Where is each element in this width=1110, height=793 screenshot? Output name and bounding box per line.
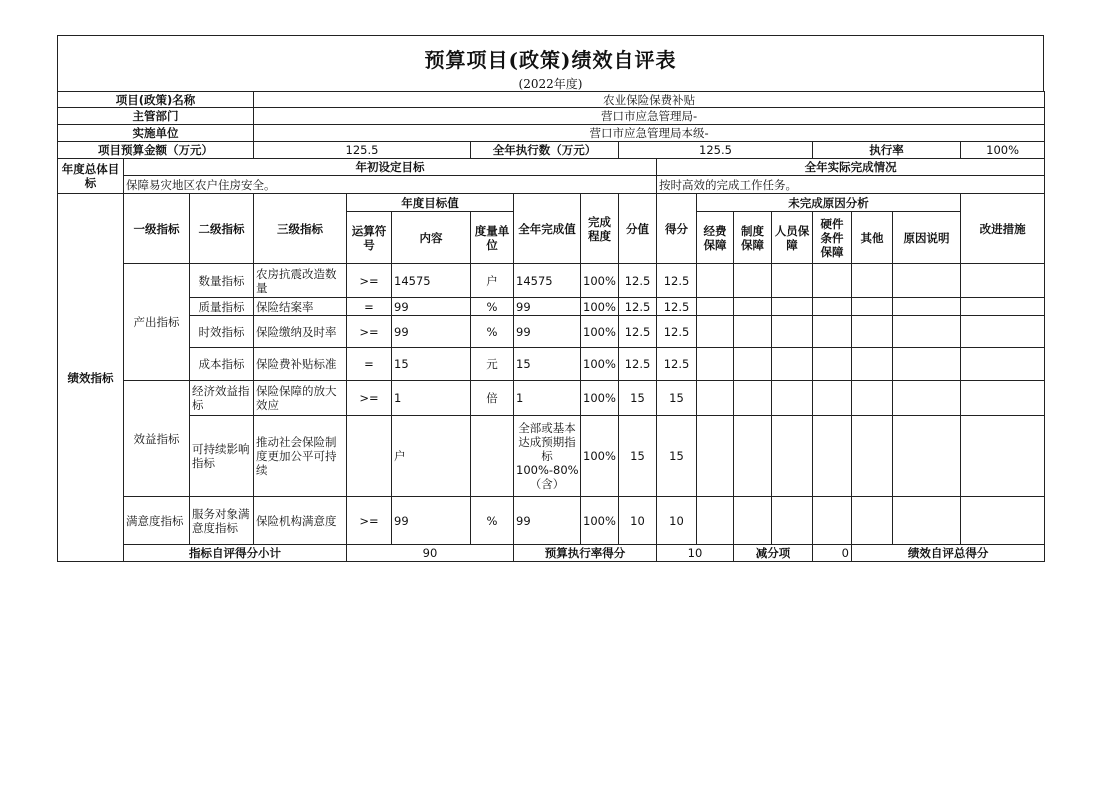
implementing-unit-value: 营口市应急管理局本级- xyxy=(254,125,1045,142)
empty-cell xyxy=(852,416,893,497)
header-reason-other: 其他 xyxy=(852,212,893,264)
row-got: 12.5 xyxy=(657,264,697,298)
empty-cell xyxy=(893,416,961,497)
table-row xyxy=(58,497,1045,545)
header-score: 分值 xyxy=(619,194,657,264)
row-level2: 数量指标 xyxy=(190,264,254,298)
set-goal-text: 保障易灾地区农户住房安全。 xyxy=(124,176,657,194)
row-level2: 时效指标 xyxy=(190,316,254,348)
row-score: 12.5 xyxy=(619,348,657,381)
evaluation-table xyxy=(57,91,1045,562)
row-operator: = xyxy=(347,348,392,381)
row-operator: >= xyxy=(347,264,392,298)
empty-cell xyxy=(813,497,852,545)
header-level2: 二级指标 xyxy=(190,194,254,264)
row-score: 15 xyxy=(619,416,657,497)
row-content: 14575 xyxy=(392,264,471,298)
row-got: 15 xyxy=(657,381,697,416)
row-got: 12.5 xyxy=(657,348,697,381)
empty-cell xyxy=(852,316,893,348)
row-level2: 可持续影响指标 xyxy=(190,416,254,497)
empty-cell xyxy=(697,264,734,298)
performance-indicator-label: 绩效指标 xyxy=(58,194,124,562)
row-degree: 100% xyxy=(581,497,619,545)
budget-score-value: 10 xyxy=(657,545,734,562)
project-name-value: 农业保险保费补贴 xyxy=(254,92,1045,108)
table-row xyxy=(58,264,1045,298)
row-level3: 保险缴纳及时率 xyxy=(254,316,347,348)
empty-cell xyxy=(961,416,1045,497)
empty-cell xyxy=(734,264,772,298)
header-reason-hardware: 硬件条件保障 xyxy=(813,212,852,264)
empty-cell xyxy=(772,416,813,497)
empty-cell xyxy=(893,348,961,381)
empty-cell xyxy=(697,381,734,416)
subtotal-label: 指标自评得分小计 xyxy=(124,545,347,562)
row-degree: 100% xyxy=(581,264,619,298)
header-operator: 运算符号 xyxy=(347,212,392,264)
header-reason-system: 制度保障 xyxy=(734,212,772,264)
empty-cell xyxy=(772,264,813,298)
empty-cell xyxy=(734,416,772,497)
project-name-label: 项目(政策)名称 xyxy=(58,92,254,108)
budget-score-label: 预算执行率得分 xyxy=(514,545,657,562)
form-title: 预算项目(政策)绩效自评表 xyxy=(424,48,677,72)
empty-cell xyxy=(772,316,813,348)
row-content: 户 xyxy=(392,416,471,497)
row-score: 12.5 xyxy=(619,264,657,298)
row-actual: 15 xyxy=(514,348,581,381)
empty-cell xyxy=(893,497,961,545)
deduction-label: 减分项 xyxy=(734,545,813,562)
empty-cell xyxy=(852,381,893,416)
empty-cell xyxy=(813,381,852,416)
budget-label: 项目预算金额（万元） xyxy=(58,142,254,159)
department-label: 主管部门 xyxy=(58,108,254,125)
row-implementing-unit xyxy=(58,125,1045,142)
row-unit: % xyxy=(471,298,514,316)
header-reason-analysis: 未完成原因分析 xyxy=(697,194,961,212)
row-content: 99 xyxy=(392,316,471,348)
row-degree: 100% xyxy=(581,348,619,381)
empty-cell xyxy=(893,264,961,298)
row-got: 15 xyxy=(657,416,697,497)
empty-cell xyxy=(961,316,1045,348)
header-level1: 一级指标 xyxy=(124,194,190,264)
subtotal-value: 90 xyxy=(347,545,514,562)
header-actual-value: 全年完成值 xyxy=(514,194,581,264)
row-actual: 全部或基本达成预期指标100%-80%（含） xyxy=(514,416,581,497)
header-unit: 度量单位 xyxy=(471,212,514,264)
empty-cell xyxy=(852,348,893,381)
row-level2: 经济效益指标 xyxy=(190,381,254,416)
empty-cell xyxy=(961,348,1045,381)
empty-cell xyxy=(961,497,1045,545)
set-goal-header: 年初设定目标 xyxy=(124,159,657,176)
implementing-unit-label: 实施单位 xyxy=(58,125,254,142)
table-row xyxy=(58,298,1045,316)
row-level3: 农房抗震改造数量 xyxy=(254,264,347,298)
row-project-name xyxy=(58,92,1045,108)
total-score-label: 绩效自评总得分 xyxy=(852,545,1045,562)
empty-cell xyxy=(813,348,852,381)
empty-cell xyxy=(772,497,813,545)
row-level2: 成本指标 xyxy=(190,348,254,381)
row-unit xyxy=(471,416,514,497)
title-area xyxy=(57,35,1044,92)
header-reason-staff: 人员保障 xyxy=(772,212,813,264)
header-got-score: 得分 xyxy=(657,194,697,264)
evaluation-form xyxy=(57,35,1044,580)
row-content: 15 xyxy=(392,348,471,381)
group-output: 产出指标 xyxy=(124,264,190,381)
row-operator xyxy=(347,416,392,497)
row-content: 99 xyxy=(392,497,471,545)
table-row xyxy=(58,381,1045,416)
empty-cell xyxy=(813,298,852,316)
empty-cell xyxy=(697,348,734,381)
row-unit: 元 xyxy=(471,348,514,381)
empty-cell xyxy=(734,316,772,348)
header-reason-funding: 经费保障 xyxy=(697,212,734,264)
empty-cell xyxy=(813,316,852,348)
empty-cell xyxy=(697,316,734,348)
empty-cell xyxy=(734,298,772,316)
table-row xyxy=(58,348,1045,381)
table-row xyxy=(58,316,1045,348)
empty-cell xyxy=(813,264,852,298)
empty-cell xyxy=(772,381,813,416)
table-row xyxy=(58,416,1045,497)
row-actual: 99 xyxy=(514,298,581,316)
row-actual: 99 xyxy=(514,316,581,348)
row-operator: = xyxy=(347,298,392,316)
actual-completion-text: 按时高效的完成工作任务。 xyxy=(657,176,1045,194)
row-operator: >= xyxy=(347,497,392,545)
row-got: 10 xyxy=(657,497,697,545)
empty-cell xyxy=(813,416,852,497)
empty-cell xyxy=(852,264,893,298)
header-annual-target: 年度目标值 xyxy=(347,194,514,212)
row-budget xyxy=(58,142,1045,159)
row-level2: 服务对象满意度指标 xyxy=(190,497,254,545)
department-value: 营口市应急管理局- xyxy=(254,108,1045,125)
execution-rate-value: 100% xyxy=(961,142,1045,159)
header-improvement: 改进措施 xyxy=(961,194,1045,264)
row-level3: 保险费补贴标准 xyxy=(254,348,347,381)
row-goals-text xyxy=(58,176,1045,194)
header-level3: 三级指标 xyxy=(254,194,347,264)
empty-cell xyxy=(961,264,1045,298)
row-got: 12.5 xyxy=(657,298,697,316)
empty-cell xyxy=(961,381,1045,416)
row-level2: 质量指标 xyxy=(190,298,254,316)
row-unit: 倍 xyxy=(471,381,514,416)
empty-cell xyxy=(893,298,961,316)
header-reason-explanation: 原因说明 xyxy=(893,212,961,264)
empty-cell xyxy=(772,348,813,381)
row-level3: 保险机构满意度 xyxy=(254,497,347,545)
row-goals-header xyxy=(58,159,1045,176)
empty-cell xyxy=(852,497,893,545)
empty-cell xyxy=(734,348,772,381)
row-degree: 100% xyxy=(581,298,619,316)
deduction-value: 0 xyxy=(813,545,852,562)
row-actual: 14575 xyxy=(514,264,581,298)
row-level3: 推动社会保险制度更加公平可持续 xyxy=(254,416,347,497)
empty-cell xyxy=(852,298,893,316)
row-unit: 户 xyxy=(471,264,514,298)
actual-completion-header: 全年实际完成情况 xyxy=(657,159,1045,176)
empty-cell xyxy=(893,316,961,348)
row-got: 12.5 xyxy=(657,316,697,348)
group-benefit: 效益指标 xyxy=(124,381,190,497)
row-summary xyxy=(58,545,1045,562)
row-content: 99 xyxy=(392,298,471,316)
empty-cell xyxy=(734,381,772,416)
row-operator: >= xyxy=(347,316,392,348)
empty-cell xyxy=(772,298,813,316)
row-operator: >= xyxy=(347,381,392,416)
row-degree: 100% xyxy=(581,381,619,416)
execution-value: 125.5 xyxy=(619,142,813,159)
annual-goal-label: 年度总体目标 xyxy=(58,159,124,194)
row-score: 10 xyxy=(619,497,657,545)
empty-cell xyxy=(697,497,734,545)
execution-rate-label: 执行率 xyxy=(813,142,961,159)
empty-cell xyxy=(893,381,961,416)
row-actual: 1 xyxy=(514,381,581,416)
execution-label: 全年执行数（万元） xyxy=(471,142,619,159)
group-satisfaction: 满意度指标 xyxy=(124,497,190,545)
empty-cell xyxy=(961,298,1045,316)
row-score: 12.5 xyxy=(619,316,657,348)
row-degree: 100% xyxy=(581,416,619,497)
budget-value: 125.5 xyxy=(254,142,471,159)
header-content: 内容 xyxy=(392,212,471,264)
row-level3: 保险结案率 xyxy=(254,298,347,316)
empty-cell xyxy=(734,497,772,545)
row-level3: 保险保障的放大效应 xyxy=(254,381,347,416)
form-subtitle: (2022年度) xyxy=(518,77,583,91)
row-degree: 100% xyxy=(581,316,619,348)
row-score: 15 xyxy=(619,381,657,416)
row-actual: 99 xyxy=(514,497,581,545)
row-indicator-header-1 xyxy=(58,194,1045,212)
row-department xyxy=(58,108,1045,125)
row-content: 1 xyxy=(392,381,471,416)
row-score: 12.5 xyxy=(619,298,657,316)
empty-cell xyxy=(697,298,734,316)
header-completion-degree: 完成程度 xyxy=(581,194,619,264)
empty-cell xyxy=(697,416,734,497)
row-unit: % xyxy=(471,497,514,545)
row-unit: % xyxy=(471,316,514,348)
